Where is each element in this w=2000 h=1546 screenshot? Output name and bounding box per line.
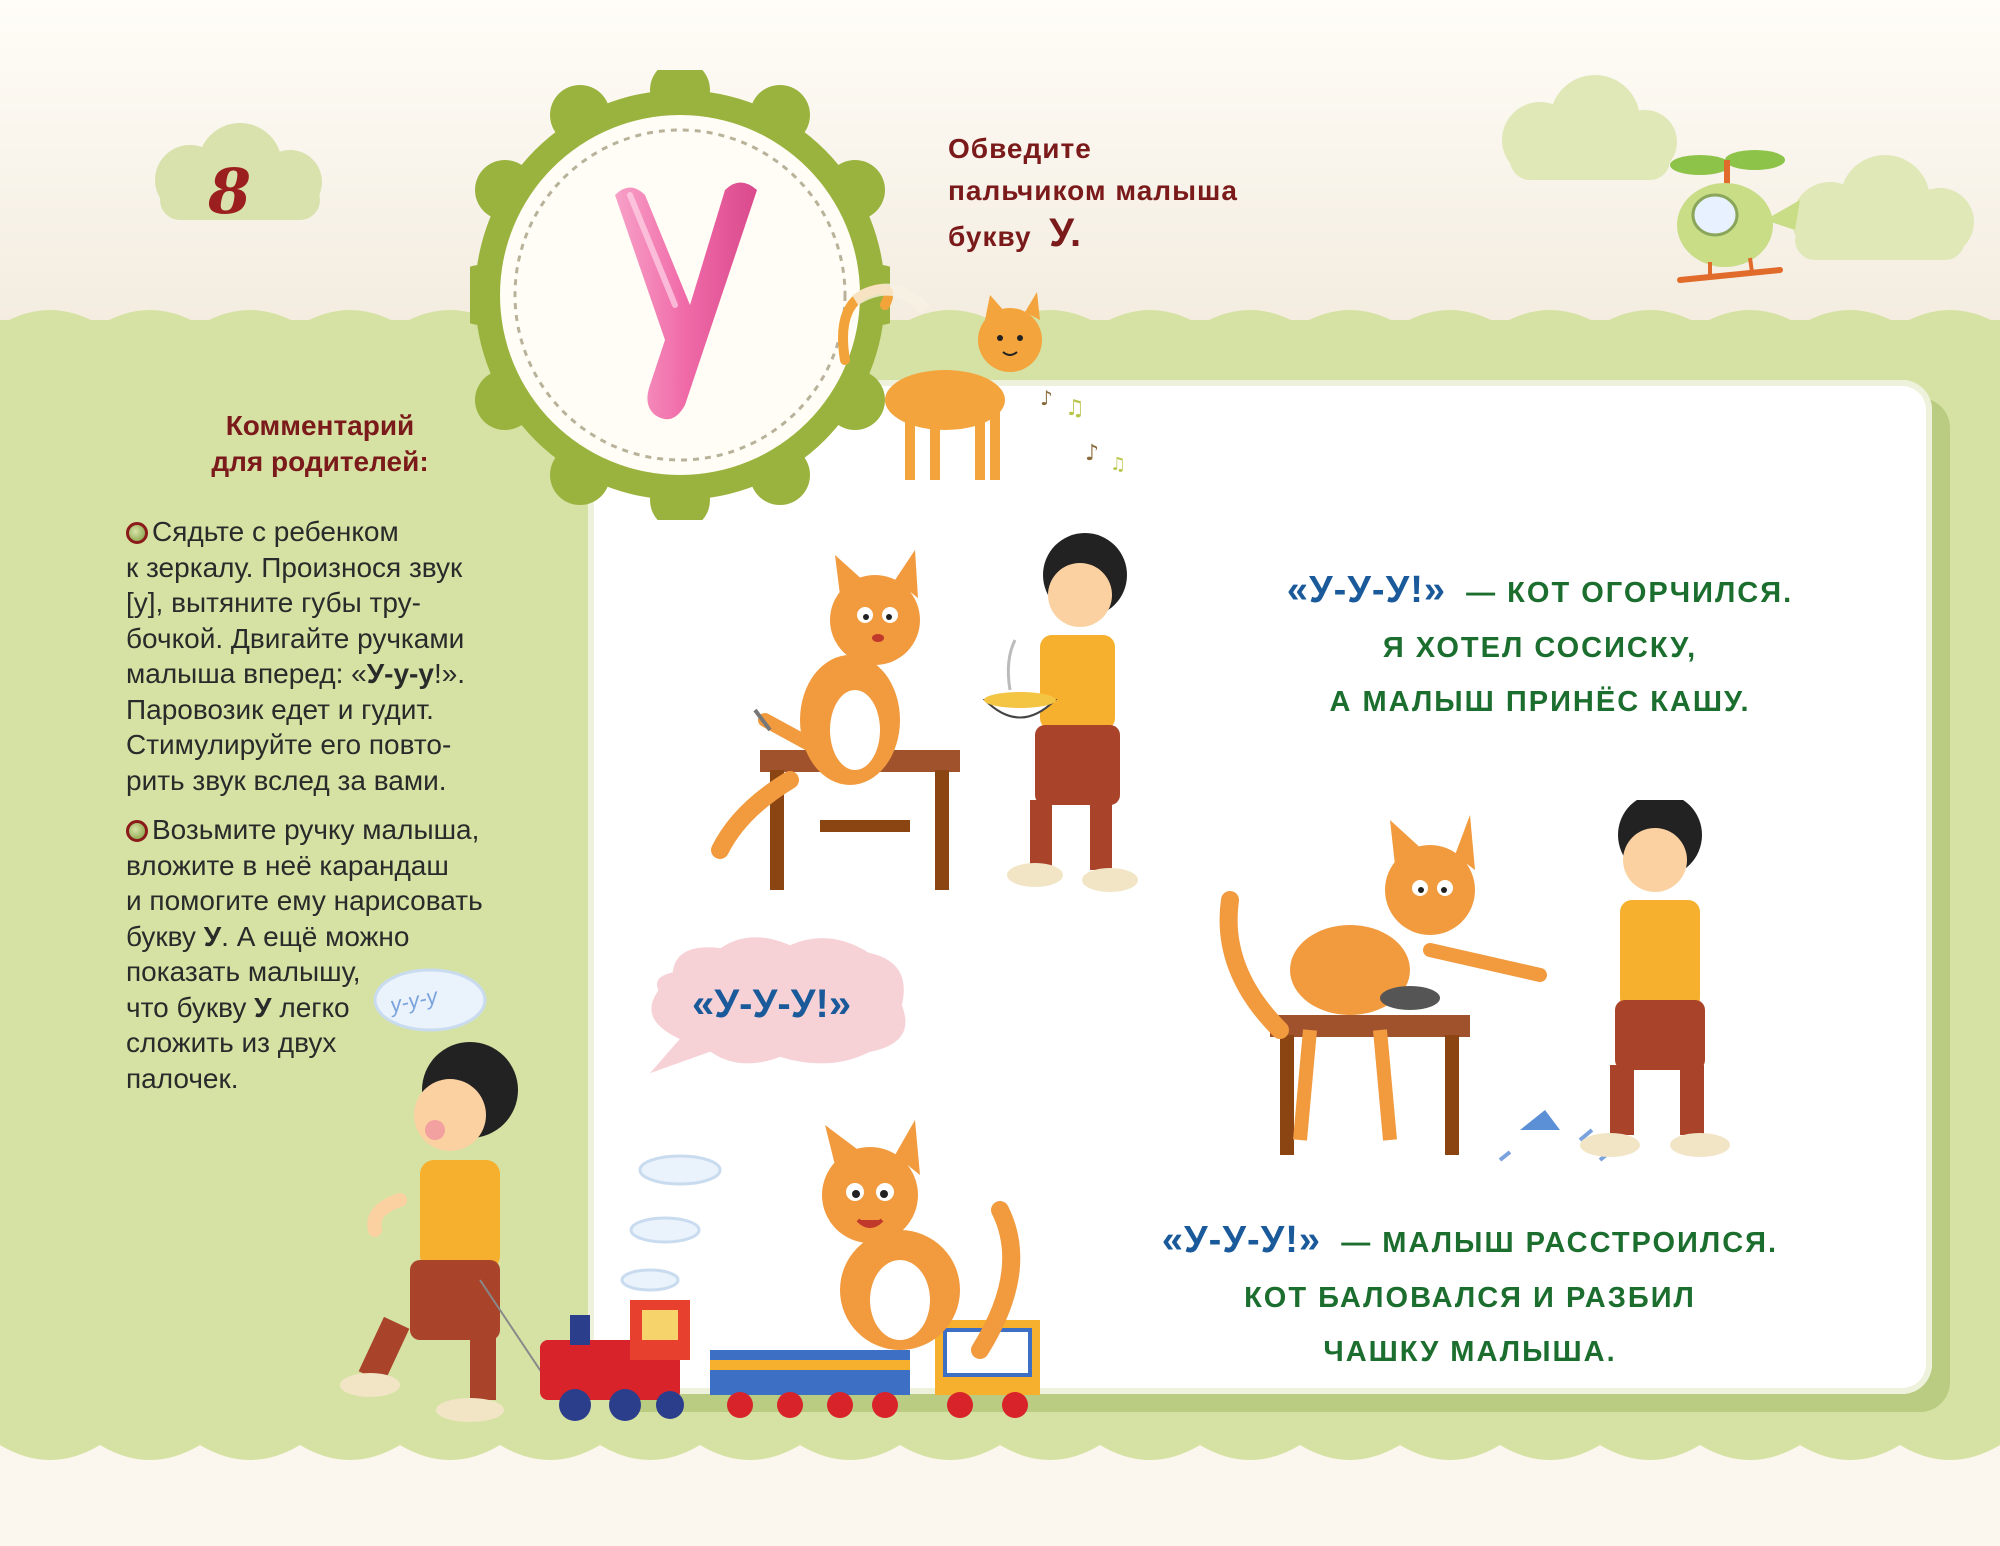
cat-illustration bbox=[835, 280, 1075, 495]
speech-bubble-text: «У-У-У!» bbox=[692, 982, 852, 1026]
verse-shout: «У-У-У!» bbox=[1286, 569, 1446, 611]
text-line: вложите в неё карандаш bbox=[126, 849, 449, 881]
cat-breaks-cup-illustration bbox=[1200, 800, 1760, 1180]
verse-2 bbox=[1120, 1212, 1820, 1379]
text-span: легко bbox=[271, 991, 350, 1023]
verse-shout: «У-У-У!» bbox=[1161, 1219, 1322, 1261]
text-span: . А ещё можно bbox=[221, 920, 410, 952]
text-line: рить звук вслед за вами. bbox=[126, 764, 447, 796]
letter-u-icon bbox=[585, 165, 785, 435]
verse-1 bbox=[1190, 562, 1890, 729]
bullet-icon bbox=[126, 522, 148, 544]
instruction-letter: У. bbox=[1049, 211, 1083, 255]
text-span: !». bbox=[433, 658, 466, 689]
verse-line: ЧАШКУ МАЛЫША. bbox=[1323, 1336, 1617, 1368]
bullet-icon bbox=[126, 820, 148, 842]
text-span: малыша вперед: « bbox=[126, 658, 367, 689]
text-line: к зеркалу. Произнося звук bbox=[126, 551, 463, 583]
bold-sound: У-у-у bbox=[366, 658, 434, 689]
text-line: [у], вытяните губы тру- bbox=[126, 587, 421, 618]
instruction-text: букву bbox=[948, 221, 1032, 252]
parents-comment-heading bbox=[150, 408, 490, 480]
verse-line: КОТ БАЛОВАЛСЯ И РАЗБИЛ bbox=[1244, 1282, 1696, 1314]
text-line: сложить из двух bbox=[126, 1027, 337, 1058]
verse-line: Я ХОТЕЛ СОСИСКУ, bbox=[1382, 632, 1698, 664]
text-line: бочкой. Двигайте ручками bbox=[126, 622, 465, 654]
music-notes-icon bbox=[1040, 385, 1130, 475]
text-line: Сядьте с ребенком bbox=[152, 516, 399, 547]
cat-riding-train-illustration bbox=[780, 1120, 1040, 1360]
svg-text:♫: ♫ bbox=[1065, 396, 1085, 421]
heading-line: для родителей: bbox=[211, 446, 429, 477]
bold-letter: У bbox=[254, 991, 272, 1023]
verse-line: — КОТ ОГОРЧИЛСЯ. bbox=[1466, 577, 1794, 609]
bold-letter: У bbox=[203, 920, 222, 952]
cat-and-boy-with-porridge-illustration bbox=[700, 520, 1160, 900]
trace-instruction bbox=[948, 128, 1238, 258]
text-line bbox=[126, 656, 546, 692]
text-line: Стимулируйте его повто- bbox=[126, 729, 452, 760]
verse-line: А МАЛЫШ ПРИНЁС КАШУ. bbox=[1329, 686, 1751, 718]
heading-line: Комментарий bbox=[225, 410, 415, 441]
helicopter-icon bbox=[1640, 130, 1810, 300]
comment-paragraph-1 bbox=[126, 514, 546, 798]
instruction-line bbox=[948, 212, 1238, 258]
text-line bbox=[126, 919, 546, 955]
text-line: и помогите ему нарисовать bbox=[126, 885, 483, 916]
text-line: Возьмите ручку малыша, bbox=[152, 814, 480, 845]
verse-line: — МАЛЫШ РАССТРОИЛСЯ. bbox=[1341, 1227, 1779, 1259]
thought-puff-text: у-у-у bbox=[387, 983, 440, 1018]
instruction-line: пальчиком малыша bbox=[948, 175, 1238, 206]
svg-text:♫: ♫ bbox=[1110, 454, 1127, 475]
text-line: Паровозик едет и гудит. bbox=[126, 693, 434, 725]
text-line: показать малышу, bbox=[126, 956, 361, 987]
instruction-line: Обведите bbox=[948, 133, 1092, 164]
svg-text:♪: ♪ bbox=[1040, 386, 1053, 410]
text-line: палочек. bbox=[126, 1062, 239, 1094]
text-span: букву bbox=[126, 920, 204, 952]
page-number: 8 bbox=[208, 155, 252, 228]
svg-text:♪: ♪ bbox=[1085, 441, 1100, 466]
text-span: что букву bbox=[126, 991, 255, 1023]
